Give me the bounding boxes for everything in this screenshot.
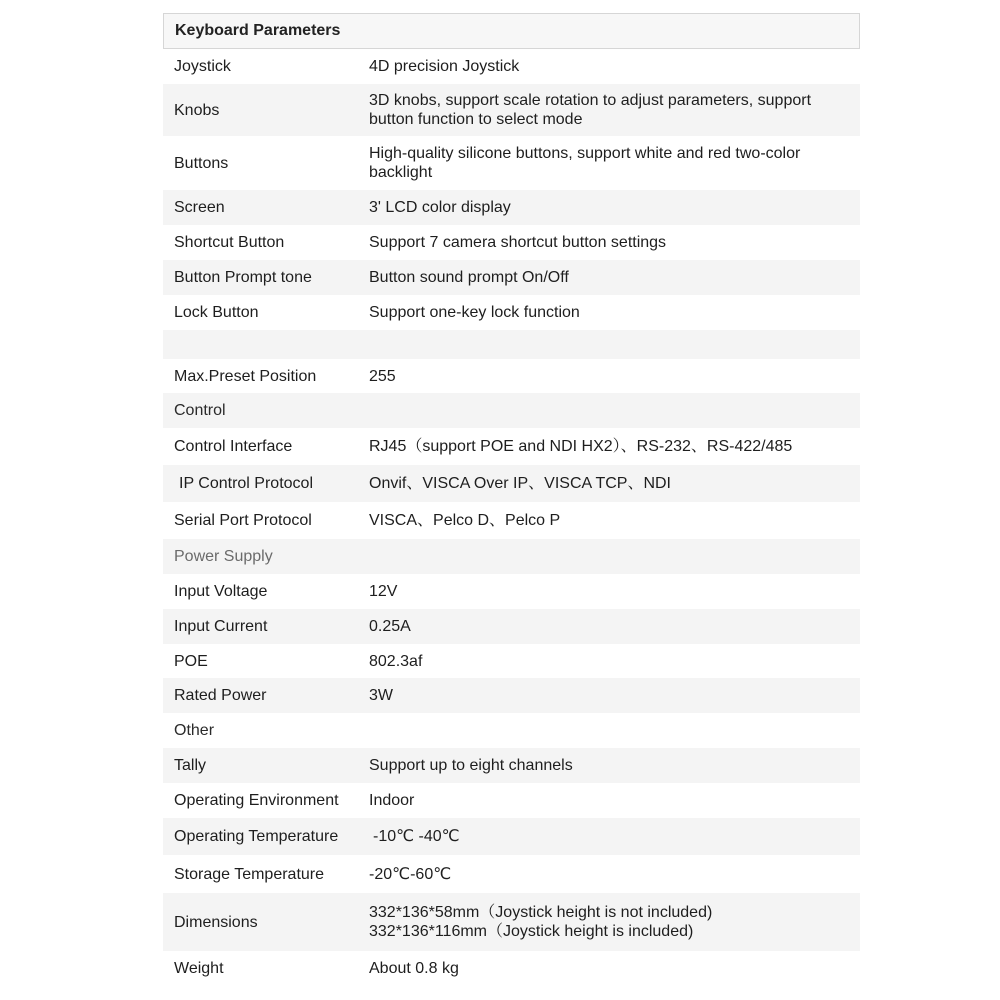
row-label: Weight [174, 960, 224, 977]
row-value: 802.3af [369, 652, 423, 670]
table-row-control-interface [163, 428, 860, 465]
row-value: Support up to eight channels [369, 757, 573, 774]
row-value: 3D knobs, support scale rotation to adjust parameters, support button function to select mode [369, 92, 812, 128]
table-row-serial-port-protocol [163, 502, 860, 539]
row-label: Button Prompt tone [174, 269, 312, 286]
section-row-control [163, 393, 860, 428]
row-label: Screen [174, 199, 225, 216]
table-row-blank [163, 330, 860, 359]
table-row-button-prompt-tone [163, 260, 860, 295]
row-value: RJ45（support POE and NDI HX2）、RS-232、RS-422/485 [369, 438, 793, 455]
row-label: Serial Port Protocol [174, 512, 312, 529]
table-row-input-voltage [163, 574, 860, 609]
row-label: Dimensions [174, 913, 258, 931]
row-value: About 0.8 kg [369, 960, 459, 977]
table-row-rated-power [163, 678, 860, 713]
row-value: 332*136*58mm（Joystick height is not included) 332*136*116mm（Joystick height is included) [369, 904, 713, 940]
row-value: -10℃ -40℃ [373, 828, 460, 845]
table-row-shortcut-button [163, 225, 860, 260]
table-row-input-current [163, 609, 860, 644]
row-label: Control Interface [174, 438, 293, 455]
row-label: POE [174, 652, 208, 670]
row-label: Joystick [174, 58, 231, 75]
row-value: Onvif、VISCA Over IP、VISCA TCP、NDI [369, 475, 672, 492]
row-label: Max.Preset Position [174, 367, 317, 385]
row-value: 255 [369, 367, 396, 385]
section-label: Control [174, 402, 226, 419]
table-row-poe [163, 644, 860, 678]
table-row-buttons [163, 136, 860, 190]
section-row-power-supply [163, 539, 860, 574]
row-value: -20℃-60℃ [369, 865, 452, 883]
row-value: Support one-key lock function [369, 304, 580, 321]
row-value: 3' LCD color display [369, 199, 511, 216]
row-value: VISCA、Pelco D、Pelco P [369, 512, 561, 529]
row-label: Input Voltage [174, 583, 268, 600]
table-row-screen [163, 190, 860, 225]
table-row-operating-environment [163, 783, 860, 818]
section-label: Other [174, 722, 215, 739]
row-label: Knobs [174, 101, 220, 119]
table-row-dimensions [163, 893, 860, 951]
row-value: Button sound prompt On/Off [369, 269, 569, 286]
row-label: Shortcut Button [174, 234, 285, 251]
table-row-lock-button [163, 295, 860, 330]
table-row-operating-temperature [163, 818, 860, 855]
row-value: 3W [369, 687, 393, 704]
spec-table [163, 13, 860, 986]
row-value: 0.25A [369, 618, 411, 635]
section-row-other [163, 713, 860, 748]
row-label: Rated Power [174, 687, 267, 704]
table-row-weight [163, 951, 860, 986]
row-label: Storage Temperature [174, 865, 325, 883]
row-label: Operating Temperature [174, 828, 339, 845]
table-row-tally [163, 748, 860, 783]
section-label: Power Supply [174, 548, 273, 565]
table-row-max-preset-position [163, 359, 860, 393]
row-label: Lock Button [174, 304, 259, 321]
row-value: 12V [369, 583, 398, 600]
row-label: Buttons [174, 154, 229, 172]
row-value: Support 7 camera shortcut button settings [369, 234, 667, 251]
row-value: Indoor [369, 792, 415, 809]
table-title: Keyboard Parameters [163, 13, 860, 49]
row-value: 4D precision Joystick [369, 58, 520, 75]
row-label: Input Current [174, 618, 268, 635]
table-row-knobs [163, 84, 860, 136]
table-row-ip-control-protocol [163, 465, 860, 502]
row-label: Operating Environment [174, 792, 339, 809]
row-value: High-quality silicone buttons, support white and red two-color backlight [369, 145, 801, 181]
row-label: IP Control Protocol [179, 475, 313, 492]
table-row-joystick [163, 49, 860, 84]
table-row-storage-temperature [163, 855, 860, 893]
row-label: Tally [174, 757, 207, 774]
